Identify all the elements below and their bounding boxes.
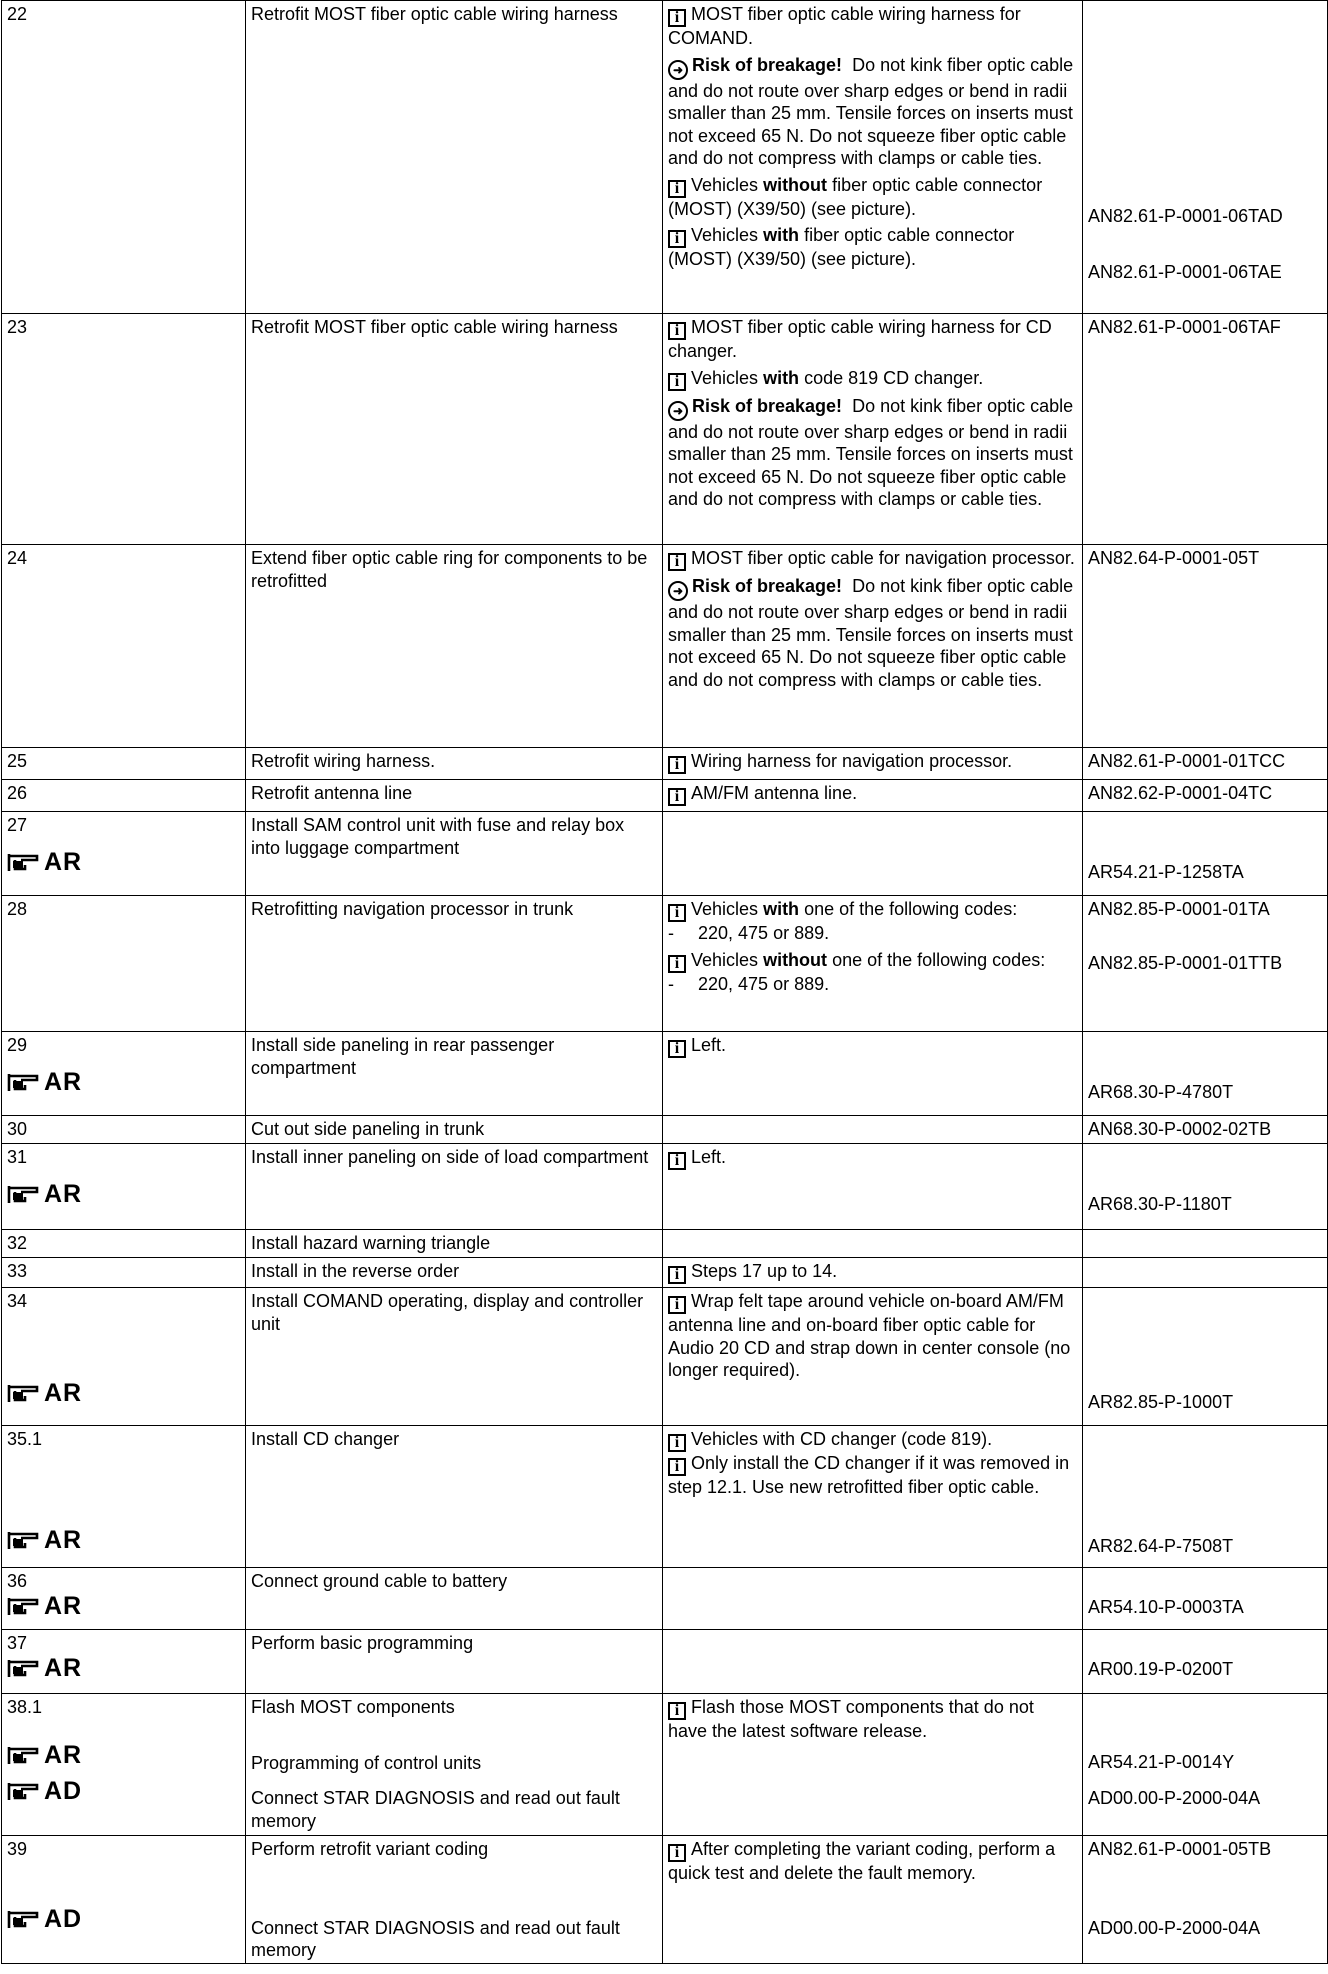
marker-label: AR — [44, 1740, 83, 1769]
warning-icon: ➜ — [668, 60, 688, 80]
step-label: 37 — [7, 1633, 28, 1653]
step-title: Install COMAND operating, display and controller unit — [246, 1288, 663, 1426]
table-row — [2, 780, 1328, 812]
step-notes — [663, 1630, 1083, 1694]
pointing-hand-icon — [7, 1657, 41, 1679]
step-references — [1083, 1568, 1328, 1630]
ar-marker — [7, 1181, 240, 1207]
table-row — [2, 314, 1328, 545]
note-text: Flash those MOST components that do not have the latest software release. — [668, 1697, 1034, 1741]
info-icon: i — [668, 322, 686, 340]
step-title-text: Perform retrofit variant coding — [251, 1839, 489, 1859]
pointing-hand-icon — [7, 1183, 41, 1205]
ar-marker — [7, 1742, 240, 1768]
step-number: 26 — [2, 780, 246, 812]
risk-text: Do not kink fiber optic cable and do not route over sharp edges or bend in radii smaller than 25 mm. Tensile forces on inserts must not exceed 65 N. Do not squeeze fiber optic cable and do not compress with clamps or cable ties. — [668, 395, 1074, 509]
marker-label: AR — [44, 1179, 83, 1208]
step-notes — [663, 1, 1083, 314]
info-icon: i — [668, 373, 686, 391]
step-notes — [663, 1258, 1083, 1288]
info-icon: i — [668, 1040, 686, 1058]
emphasis-text: with — [763, 225, 800, 245]
table-row — [2, 812, 1328, 896]
reference-link[interactable]: AN82.61-P-0001-05TB — [1088, 1839, 1272, 1859]
reference-link[interactable]: AR54.10-P-0003TA — [1088, 1597, 1244, 1617]
pointing-hand-icon — [7, 1744, 41, 1766]
table-row — [2, 1, 1328, 314]
step-title-text: Flash MOST components — [251, 1697, 455, 1717]
marker-label: AR — [44, 1378, 83, 1407]
step-number — [2, 1568, 246, 1630]
table-row — [2, 896, 1328, 1032]
code-list-item — [668, 973, 1077, 996]
step-label: 31 — [7, 1147, 28, 1167]
step-references — [1083, 1258, 1328, 1288]
reference-link[interactable]: AR68.30-P-4780T — [1088, 1082, 1234, 1102]
table-row — [2, 1258, 1328, 1288]
pointing-hand-icon — [7, 1071, 41, 1093]
sub-step-text: Connect STAR DIAGNOSIS and read out fault memory — [251, 1917, 620, 1960]
step-references — [1083, 1836, 1328, 1964]
step-notes — [663, 314, 1083, 545]
step-title: Connect ground cable to battery — [246, 1568, 663, 1630]
note-text: Vehicles — [691, 367, 759, 388]
step-title: Install side paneling in rear passenger compartment — [246, 1032, 663, 1116]
step-notes — [663, 1568, 1083, 1630]
step-references — [1083, 780, 1328, 812]
step-title — [246, 1694, 663, 1836]
note-text: AM/FM antenna line. — [691, 783, 858, 803]
risk-label: Risk of breakage! — [692, 576, 843, 596]
risk-label: Risk of breakage! — [692, 395, 843, 416]
info-icon: i — [668, 1266, 686, 1284]
step-references — [1083, 896, 1328, 1032]
marker-label: AR — [44, 1525, 83, 1554]
info-icon: i — [668, 1458, 686, 1476]
marker-label: AD — [44, 1904, 83, 1933]
step-notes — [663, 1116, 1083, 1144]
step-title — [246, 1836, 663, 1964]
info-icon: i — [668, 180, 686, 198]
step-label: 36 — [7, 1571, 28, 1591]
step-references — [1083, 1694, 1328, 1836]
step-number — [2, 1144, 246, 1230]
table-row — [2, 1836, 1328, 1964]
step-number — [2, 1836, 246, 1964]
info-icon: i — [668, 1434, 686, 1452]
step-number — [2, 1288, 246, 1426]
risk-label: Risk of breakage! — [692, 54, 843, 75]
info-icon: i — [668, 1702, 686, 1720]
marker-label: AR — [44, 1653, 83, 1682]
step-notes — [663, 748, 1083, 780]
reference-link[interactable]: AN82.85-P-0001-01TTB — [1088, 952, 1283, 973]
step-notes — [663, 1144, 1083, 1230]
step-number — [2, 1032, 246, 1116]
step-references — [1083, 812, 1328, 896]
reference-link[interactable]: AR00.19-P-0200T — [1088, 1659, 1234, 1679]
step-title: Install inner paneling on side of load compartment — [246, 1144, 663, 1230]
note-text: Wiring harness for navigation processor. — [691, 751, 1013, 771]
ad-marker — [7, 1778, 240, 1804]
table-row — [2, 1426, 1328, 1568]
marker-label: AR — [44, 1067, 83, 1096]
step-references — [1083, 314, 1328, 545]
warning-icon: ➜ — [668, 581, 688, 601]
step-notes — [663, 1288, 1083, 1426]
step-title: Retrofit MOST fiber optic cable wiring harness — [246, 1, 663, 314]
step-label: 38.1 — [7, 1697, 43, 1717]
step-notes — [663, 1230, 1083, 1258]
reference-link[interactable]: AN68.30-P-0002-02TB — [1088, 1119, 1272, 1139]
step-title: Install CD changer — [246, 1426, 663, 1568]
note-text: one of the following codes: — [832, 949, 1046, 970]
list-dash: - — [668, 973, 674, 994]
note-text: Vehicles — [691, 899, 759, 919]
pointing-hand-icon — [7, 1908, 41, 1930]
pointing-hand-icon — [7, 1382, 41, 1404]
step-references — [1083, 1426, 1328, 1568]
note-text: Wrap felt tape around vehicle on-board AM/FM antenna line and on-board fiber optic cable for Audio 20 CD and strap down in center console (no longer required). — [668, 1291, 1071, 1380]
note-text: Left. — [691, 1035, 727, 1055]
note-text: Vehicles — [691, 225, 759, 245]
step-title: Install in the reverse order — [246, 1258, 663, 1288]
note-text: MOST fiber optic cable for navigation processor. — [691, 548, 1075, 568]
step-notes — [663, 780, 1083, 812]
info-icon: i — [668, 955, 686, 973]
step-notes — [663, 1032, 1083, 1116]
reference-link[interactable]: AR54.21-P-1258TA — [1088, 862, 1244, 882]
reference-link[interactable]: AN82.61-P-0001-06TAD — [1088, 206, 1283, 226]
reference-link[interactable]: AN82.85-P-0001-01TA — [1088, 899, 1270, 919]
note-text: Vehicles — [691, 949, 759, 970]
info-icon: i — [668, 904, 686, 922]
warning-icon: ➜ — [668, 401, 688, 421]
pointing-hand-icon — [7, 851, 41, 873]
note-text: Only install the CD changer if it was removed in step 12.1. Use new retrofitted fiber optic cable. — [668, 1453, 1070, 1497]
note-text: MOST fiber optic cable wiring harness for COMAND. — [668, 4, 1021, 48]
ar-marker — [7, 1069, 240, 1095]
step-number: 25 — [2, 748, 246, 780]
reference-link[interactable]: AD00.00-P-2000-04A — [1088, 1917, 1261, 1938]
step-title: Retrofit MOST fiber optic cable wiring harness — [246, 314, 663, 545]
table-row — [2, 1144, 1328, 1230]
reference-link[interactable]: AN82.64-P-0001-05T — [1088, 548, 1260, 568]
emphasis-text: without — [763, 174, 828, 195]
reference-link[interactable]: AR82.85-P-1000T — [1088, 1392, 1234, 1412]
step-number — [2, 1630, 246, 1694]
step-number: 33 — [2, 1258, 246, 1288]
info-icon: i — [668, 1152, 686, 1170]
reference-link[interactable]: AN82.61-P-0001-01TCC — [1088, 751, 1286, 771]
step-number: 24 — [2, 545, 246, 748]
step-references — [1083, 1116, 1328, 1144]
sub-step-text: Programming of control units — [251, 1752, 482, 1773]
step-references — [1083, 1230, 1328, 1258]
step-notes — [663, 545, 1083, 748]
risk-text: Do not kink fiber optic cable and do not route over sharp edges or bend in radii smaller than 25 mm. Tensile forces on inserts must not exceed 65 N. Do not squeeze fiber optic cable and do not compress with clamps or cable ties. — [668, 576, 1074, 690]
marker-label: AR — [44, 847, 83, 876]
note-text: After completing the variant coding, perform a quick test and delete the fault memory. — [668, 1839, 1056, 1883]
info-icon: i — [668, 788, 686, 806]
code-list: 220, 475 or 889. — [698, 973, 830, 994]
note-text: Steps 17 up to 14. — [691, 1261, 838, 1281]
reference-link[interactable]: AR68.30-P-1180T — [1088, 1194, 1232, 1214]
step-notes — [663, 1694, 1083, 1836]
table-row — [2, 1116, 1328, 1144]
step-references — [1083, 1032, 1328, 1116]
reference-link[interactable]: AR82.64-P-7508T — [1088, 1536, 1234, 1556]
step-label: 39 — [7, 1839, 28, 1859]
marker-label: AD — [44, 1776, 83, 1805]
reference-link[interactable]: AR54.21-P-0014Y — [1088, 1752, 1235, 1772]
step-number: 32 — [2, 1230, 246, 1258]
list-dash: - — [668, 923, 674, 943]
emphasis-text: with — [763, 899, 800, 919]
info-icon: i — [668, 756, 686, 774]
ad-marker — [7, 1906, 240, 1932]
table-row — [2, 1694, 1328, 1836]
step-label: 27 — [7, 815, 28, 835]
reference-link[interactable]: AD00.00-P-2000-04A — [1088, 1787, 1261, 1808]
note-text: code 819 CD changer. — [804, 367, 984, 388]
emphasis-text: without — [763, 949, 828, 970]
ar-marker — [7, 1593, 240, 1619]
step-title: Cut out side paneling in trunk — [246, 1116, 663, 1144]
step-title: Install hazard warning triangle — [246, 1230, 663, 1258]
step-number — [2, 1694, 246, 1836]
step-references — [1083, 1144, 1328, 1230]
info-icon: i — [668, 9, 686, 27]
step-references — [1083, 1, 1328, 314]
reference-link[interactable]: AN82.62-P-0001-04TC — [1088, 783, 1273, 803]
risk-text: Do not kink fiber optic cable and do not route over sharp edges or bend in radii smaller than 25 mm. Tensile forces on inserts must not exceed 65 N. Do not squeeze fiber optic cable and do not compress with clamps or cable ties. — [668, 54, 1074, 168]
note-text: fiber optic cable connector (MOST) (X39/50) (see picture). — [668, 225, 1015, 269]
step-label: 34 — [7, 1291, 28, 1311]
step-number: 23 — [2, 314, 246, 545]
step-number: 30 — [2, 1116, 246, 1144]
emphasis-text: with — [763, 367, 800, 388]
step-number — [2, 1426, 246, 1568]
table-row — [2, 748, 1328, 780]
step-title: Install SAM control unit with fuse and relay box into luggage compartment — [246, 812, 663, 896]
step-references — [1083, 748, 1328, 780]
step-title: Retrofitting navigation processor in trunk — [246, 896, 663, 1032]
note-text: Vehicles — [691, 174, 759, 195]
sub-step-text: Connect STAR DIAGNOSIS and read out fault memory — [251, 1788, 620, 1831]
table-row — [2, 1230, 1328, 1258]
step-references — [1083, 1630, 1328, 1694]
step-title: Retrofit antenna line — [246, 780, 663, 812]
step-notes — [663, 812, 1083, 896]
step-title: Extend fiber optic cable ring for components to be retrofitted — [246, 545, 663, 748]
step-title: Retrofit wiring harness. — [246, 748, 663, 780]
info-icon: i — [668, 1296, 686, 1314]
pointing-hand-icon — [7, 1780, 41, 1802]
step-title: Perform basic programming — [246, 1630, 663, 1694]
marker-label: AR — [44, 1591, 83, 1620]
step-notes — [663, 1836, 1083, 1964]
step-references — [1083, 545, 1328, 748]
step-number: 22 — [2, 1, 246, 314]
reference-link[interactable]: AN82.61-P-0001-06TAF — [1088, 317, 1281, 337]
ar-marker — [7, 849, 240, 875]
reference-link[interactable]: AN82.61-P-0001-06TAE — [1088, 261, 1282, 282]
pointing-hand-icon — [7, 1529, 41, 1551]
info-icon: i — [668, 230, 686, 248]
code-list-item — [668, 922, 1077, 945]
note-text: fiber optic cable connector (MOST) (X39/50) (see picture). — [668, 174, 1043, 219]
note-text: MOST fiber optic cable wiring harness for CD changer. — [668, 317, 1052, 361]
procedure-table — [1, 0, 1328, 1964]
step-references — [1083, 1288, 1328, 1426]
info-icon: i — [668, 553, 686, 571]
table-row — [2, 1032, 1328, 1116]
step-number: 28 — [2, 896, 246, 1032]
table-row — [2, 1630, 1328, 1694]
info-icon: i — [668, 1844, 686, 1862]
ar-marker — [7, 1655, 240, 1681]
step-label: 29 — [7, 1035, 28, 1055]
table-row — [2, 545, 1328, 748]
pointing-hand-icon — [7, 1595, 41, 1617]
note-text: Left. — [691, 1147, 727, 1167]
note-text: one of the following codes: — [804, 899, 1018, 919]
note-text: Vehicles with CD changer (code 819). — [691, 1429, 993, 1449]
step-number — [2, 812, 246, 896]
step-notes — [663, 896, 1083, 1032]
code-list: 220, 475 or 889. — [698, 923, 830, 943]
ar-marker — [7, 1527, 240, 1553]
table-row — [2, 1288, 1328, 1426]
table-row — [2, 1568, 1328, 1630]
step-label: 35.1 — [7, 1429, 43, 1449]
step-notes — [663, 1426, 1083, 1568]
ar-marker — [7, 1380, 240, 1406]
